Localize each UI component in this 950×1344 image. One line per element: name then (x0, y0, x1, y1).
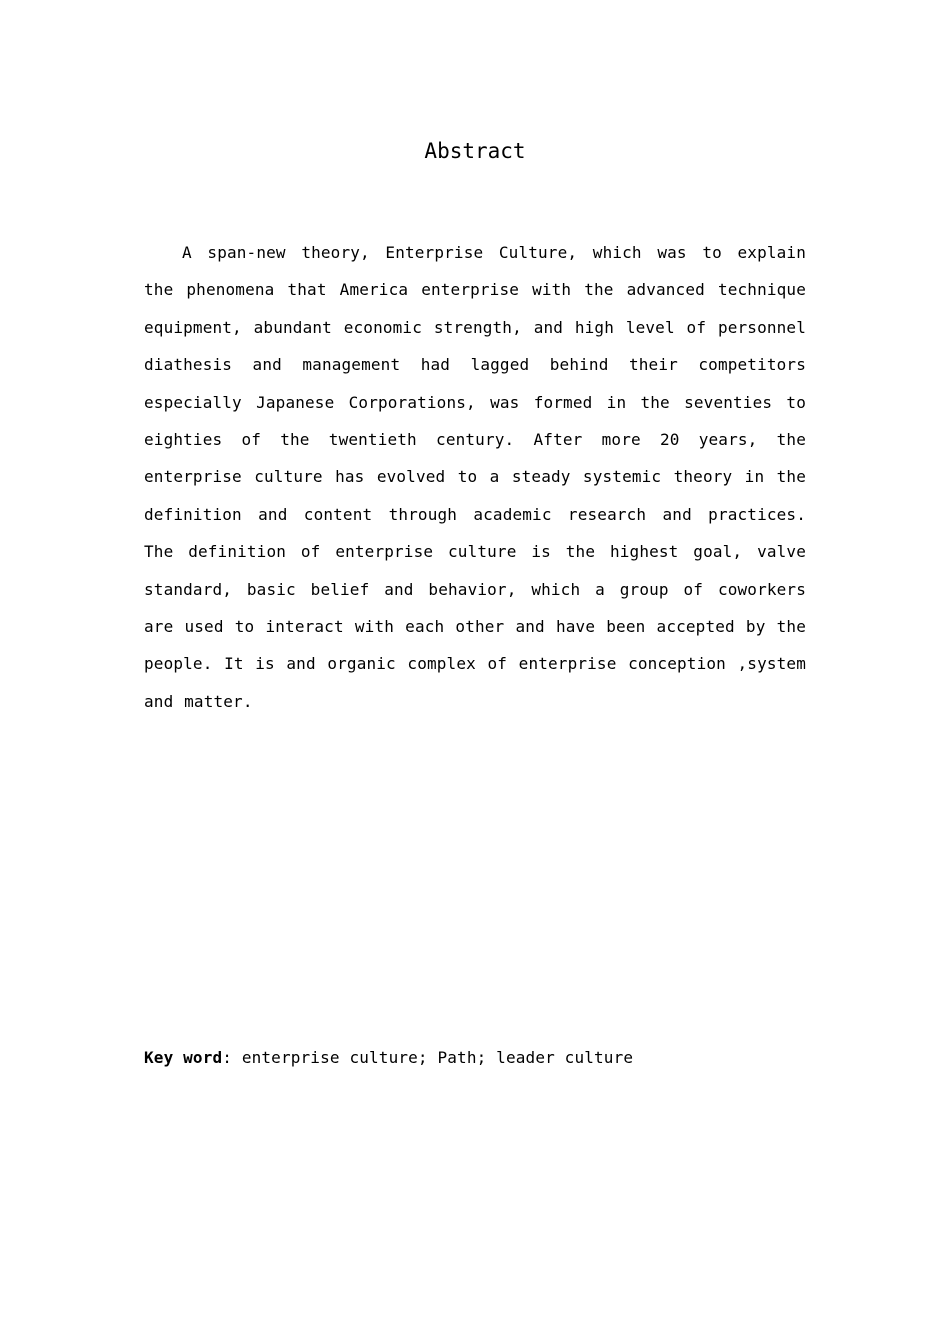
keywords-list: : enterprise culture; Path; leader culture (222, 1048, 634, 1067)
keywords-line (144, 1044, 806, 1072)
page-title: Abstract (424, 139, 526, 163)
abstract-paragraph: A span-new theory, Enterprise Culture, which was to explain the phenomena that America enterprise with the advanced technique equipment, abundant economic strength, and high level of personnel diathesis and management had lagged behind their competitors especially Japanese Corporations, was formed in the seventies to eighties of the twentieth century. After more 20 years, the enterprise culture has evolved to a steady systemic theory in the definition and content through academic research and practices. The definition of enterprise culture is the highest goal, valve standard, basic belief and behavior, which a group of coworkers are used to interact with each other and have been accepted by the people. It is and organic complex of enterprise conception ,system and matter. (144, 243, 806, 711)
keywords-label: Key word (144, 1048, 223, 1067)
